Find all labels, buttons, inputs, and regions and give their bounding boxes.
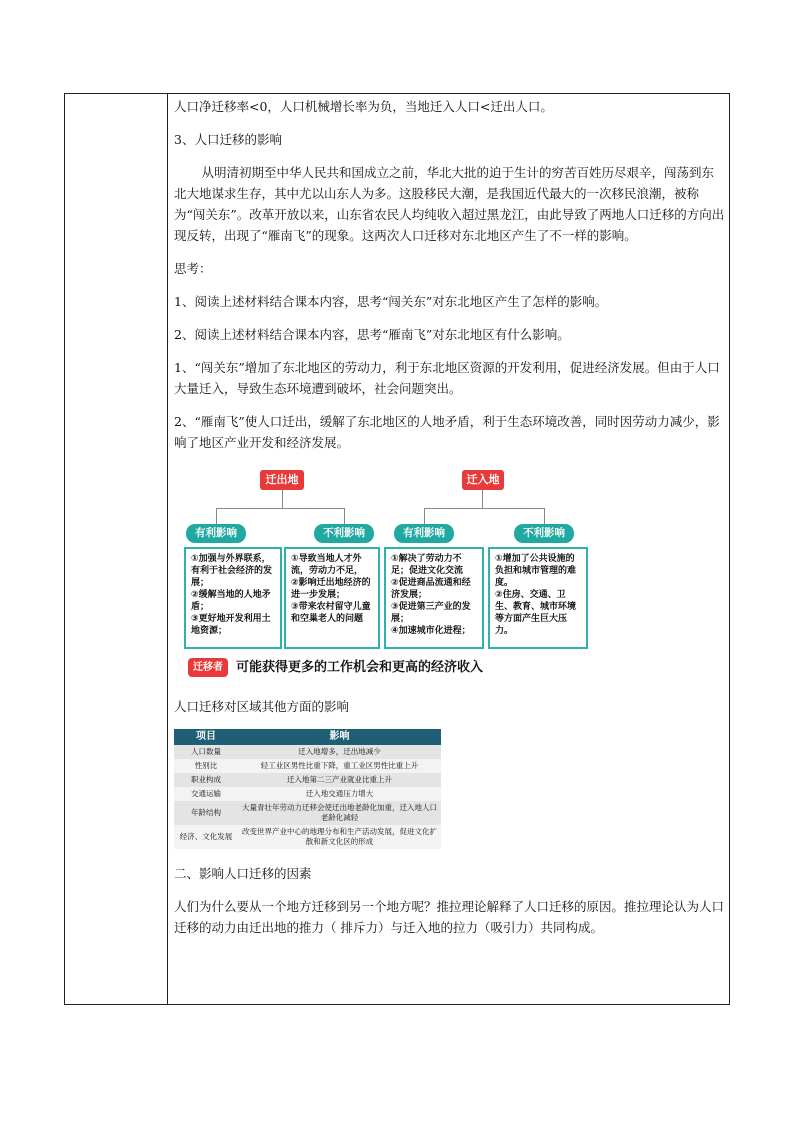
connector-line [424, 508, 544, 509]
other-impact-title: 人口迁移对区域其他方面的影响 [174, 699, 350, 714]
connector-line [544, 508, 545, 524]
out-unfavorable-box [284, 547, 380, 649]
connector-line [482, 490, 483, 508]
table-cell: 人口数量 [174, 745, 238, 759]
table-cell: 迁入地交通压力增大 [238, 787, 441, 801]
migration-impact-diagram [178, 467, 598, 682]
in-unfavorable-box [488, 547, 588, 649]
in-place-title: 迁入地 [462, 470, 504, 490]
table-cell: 年龄结构 [174, 801, 238, 825]
connector-line [344, 508, 345, 524]
in-unfavorable-text: ①增加了公共设施的负担和城市管理的难度。 ②住房、交通、卫生、教育、城市环境等方面产生巨大压力。 [495, 554, 577, 636]
table-header-row [174, 729, 441, 745]
answer-2: 2、“雁南飞”使人口迁出，缓解了东北地区的人地矛盾，利于生态环境改善，同时因劳动力减少，影响了地区产业开发和经济发展。 [174, 414, 720, 450]
in-favorable-box [384, 547, 484, 649]
table-row [174, 787, 441, 801]
table-cell: 经济、文化发展 [174, 825, 238, 849]
out-favorable-box [184, 547, 282, 649]
content-cell [174, 96, 726, 938]
column-divider [167, 93, 168, 1005]
table-header: 项目 [174, 729, 238, 745]
table-row [174, 801, 441, 825]
impact-table [174, 729, 441, 849]
in-unfavorable-label: 不利影响 [514, 524, 574, 543]
paragraph-net-migration: 人口净迁移率<0，人口机械增长率为负，当地迁入人口<迁出人口。 [174, 99, 553, 114]
table-cell: 改变世界产业中心的地理分布和生产活动发展，促进文化扩散和新文化区的形成 [238, 825, 441, 849]
section-2-text: 人们为什么要从一个地方迁移到另一个地方呢？推拉理论解释了人口迁移的原因。推拉理论认为人口迁移的动力由迁出地的推力（ 排斥力）与迁入地的拉力（吸引力）共同构成。 [174, 899, 725, 935]
table-cell: 交通运输 [174, 787, 238, 801]
table-cell: 迁入地增多，迁出地减少 [238, 745, 441, 759]
table-row [174, 759, 441, 773]
heading-migration-impact: 3、人口迁移的影响 [174, 132, 282, 147]
migrant-text: 可能获得更多的工作机会和更高的经济收入 [236, 660, 484, 675]
connector-line [282, 490, 283, 508]
table-cell: 轻工业区男性比重下降，重工业区男性比重上升 [238, 759, 441, 773]
out-unfavorable-text: ①导致当地人才外流，劳动力不足， ②影响迁出地经济的进一步发展； ③带来农村留守儿童和空巢老人的问题 [291, 554, 371, 624]
out-favorable-text: ①加强与外界联系，有利于社会经济的发展； ②缓解当地的人地矛盾； ③更好地开发利用土地资源； [191, 554, 273, 636]
out-place-title: 迁出地 [260, 470, 304, 490]
migrant-tag: 迁移者 [188, 658, 228, 677]
connector-line [216, 508, 344, 509]
question-2: 2、阅读上述材料结合课本内容，思考“雁南飞”对东北地区有什么影响。 [174, 327, 570, 342]
section-2-heading: 二、影响人口迁移的因素 [174, 866, 312, 881]
question-1: 1、阅读上述材料结合课本内容，思考“闯关东”对东北地区产生了怎样的影响。 [174, 294, 608, 309]
table-row [174, 773, 441, 787]
in-favorable-label: 有利影响 [394, 524, 454, 543]
table-row [174, 825, 441, 849]
connector-line [216, 508, 217, 524]
table-cell: 性别比 [174, 759, 238, 773]
paragraph-material: 从明清初期至中华人民共和国成立之前，华北大批的迫于生计的穷苦百姓历尽艰辛，闯荡到东北大地谋求生存，其中尤以山东人为多。这股移民大潮，是我国近代最大的一次移民浪潮，被称为“闯关东”。改革开放以来，山东省农民人均纯收入超过黑龙江，由此导致了两地人口迁移的方向出现反转，出现了“雁南飞”的现象。这两次人口迁移对东北地区产生了不一样的影响。 [174, 165, 725, 243]
table-row [174, 745, 441, 759]
table-header: 影响 [238, 729, 441, 745]
in-favorable-text: ①解决了劳动力不足；促进文化交流 ②促进商品流通和经济发展； ③促进第三产业的发展； ④加速城市化进程； [391, 554, 471, 636]
out-favorable-label: 有利影响 [186, 524, 246, 543]
table-cell: 大量青壮年劳动力迁移会使迁出地老龄化加重，迁入地人口老龄化减轻 [238, 801, 441, 825]
answer-1: 1、“闯关东”增加了东北地区的劳动力，利于东北地区资源的开发利用，促进经济发展。但由于人口大量迁入，导致生态环境遭到破坏，社会问题突出。 [174, 360, 720, 396]
table-cell: 迁入地第二三产业就业比重上升 [238, 773, 441, 787]
think-label: 思考： [174, 261, 212, 276]
table-cell: 职业构成 [174, 773, 238, 787]
out-unfavorable-label: 不利影响 [314, 524, 374, 543]
connector-line [424, 508, 425, 524]
